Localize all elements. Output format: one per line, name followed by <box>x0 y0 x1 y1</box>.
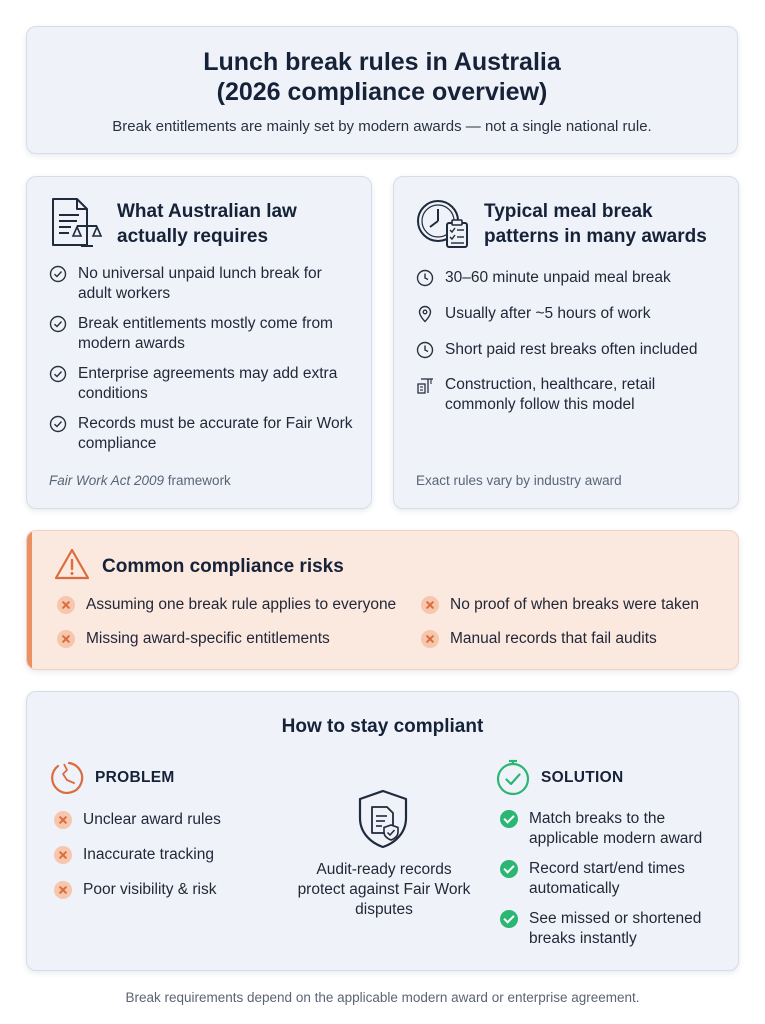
risk-item-text: Manual records that fail audits <box>450 630 657 647</box>
cross-icon <box>54 881 72 899</box>
pattern-item-text: Usually after ~5 hours of work <box>445 305 651 322</box>
pattern-item-text: 30–60 minute unpaid meal break <box>445 269 671 286</box>
check-circle-icon <box>49 315 67 333</box>
pattern-item <box>416 268 726 288</box>
risk-item <box>57 630 330 648</box>
page-title-line1: Lunch break rules in Australia <box>203 48 561 76</box>
page-subtitle: Break entitlements are mainly set by modern awards — not a single national rule. <box>112 118 652 135</box>
law-item-text: No universal unpaid lunch break for adult workers <box>78 265 322 302</box>
check-icon <box>500 910 518 928</box>
risk-item-text: No proof of when breaks were taken <box>450 596 699 613</box>
risk-item <box>57 596 396 614</box>
law-footnote-italic: Fair Work Act 2009 <box>49 473 165 488</box>
problem-item-text: Inaccurate tracking <box>83 846 214 863</box>
risk-item-text: Missing award-specific entitlements <box>86 630 330 647</box>
law-title-line2: actually requires <box>117 226 269 247</box>
compliance-card <box>26 691 739 971</box>
problem-item-text: Unclear award rules <box>83 811 221 828</box>
clock-icon <box>416 269 434 287</box>
building-crane-icon <box>416 376 434 394</box>
broken-clock-icon <box>49 760 85 796</box>
problem-title: PROBLEM <box>95 769 175 786</box>
document-scales-icon <box>47 195 103 251</box>
solution-item-text: Match breaks to the applicable modern award <box>529 810 703 847</box>
law-footnote-rest: framework <box>164 473 231 488</box>
page-title-line2: (2026 compliance overview) <box>216 78 548 106</box>
law-item <box>49 414 359 454</box>
law-card <box>26 176 372 509</box>
risk-item <box>421 630 657 648</box>
check-icon <box>500 860 518 878</box>
check-icon <box>500 810 518 828</box>
law-item-text: Enterprise agreements may add extra conditions <box>78 365 338 402</box>
clock-clipboard-icon <box>414 195 470 251</box>
cross-icon <box>54 811 72 829</box>
law-footnote <box>49 473 231 488</box>
law-item-text: Records must be accurate for Fair Work compliance <box>78 415 353 452</box>
warning-icon <box>54 547 90 581</box>
patterns-footnote: Exact rules vary by industry award <box>416 473 622 488</box>
check-circle-icon <box>49 265 67 283</box>
risks-title: Common compliance risks <box>102 556 344 577</box>
problem-item <box>54 880 217 900</box>
pattern-item-text: Short paid rest breaks often included <box>445 341 698 358</box>
problem-item <box>54 810 221 830</box>
cross-icon <box>57 630 75 648</box>
patterns-title-line1: Typical meal break <box>484 201 653 222</box>
risks-accent-bar <box>27 531 32 669</box>
law-item <box>49 314 359 354</box>
cross-icon <box>57 596 75 614</box>
cross-icon <box>421 596 439 614</box>
cross-icon <box>54 846 72 864</box>
patterns-card <box>393 176 739 509</box>
check-circle-icon <box>49 365 67 383</box>
check-clock-icon <box>494 759 532 797</box>
page-footer: Break requirements depend on the applicable modern award or enterprise agreement. <box>125 990 640 1005</box>
risk-item <box>421 596 699 614</box>
risk-item-text: Assuming one break rule applies to everyone <box>86 596 397 613</box>
solution-item <box>500 809 725 849</box>
pattern-item-text: Construction, healthcare, retail commonly follow this model <box>445 376 656 413</box>
risks-card <box>26 530 739 670</box>
location-pin-icon <box>416 305 434 323</box>
clock-icon <box>416 341 434 359</box>
problem-item-text: Poor visibility & risk <box>83 881 217 898</box>
solution-title: SOLUTION <box>541 769 624 786</box>
law-title-line1: What Australian law <box>117 201 297 222</box>
shield-document-icon <box>355 788 411 850</box>
check-circle-icon <box>49 415 67 433</box>
problem-item <box>54 845 214 865</box>
pattern-item <box>416 340 726 360</box>
patterns-title-line2: patterns in many awards <box>484 226 707 247</box>
cross-icon <box>421 630 439 648</box>
pattern-item <box>416 375 726 415</box>
center-statement: Audit-ready records protect against Fair Work disputes <box>297 861 471 918</box>
law-item <box>49 364 359 404</box>
law-item <box>49 264 359 304</box>
pattern-item <box>416 304 726 324</box>
solution-item <box>500 909 725 949</box>
law-item-text: Break entitlements mostly come from modern awards <box>78 315 333 352</box>
solution-item-text: Record start/end times automatically <box>529 860 685 897</box>
compliance-title: How to stay compliant <box>281 716 484 737</box>
header-card <box>26 26 738 154</box>
solution-item-text: See missed or shortened breaks instantly <box>529 910 702 947</box>
solution-item <box>500 859 725 899</box>
